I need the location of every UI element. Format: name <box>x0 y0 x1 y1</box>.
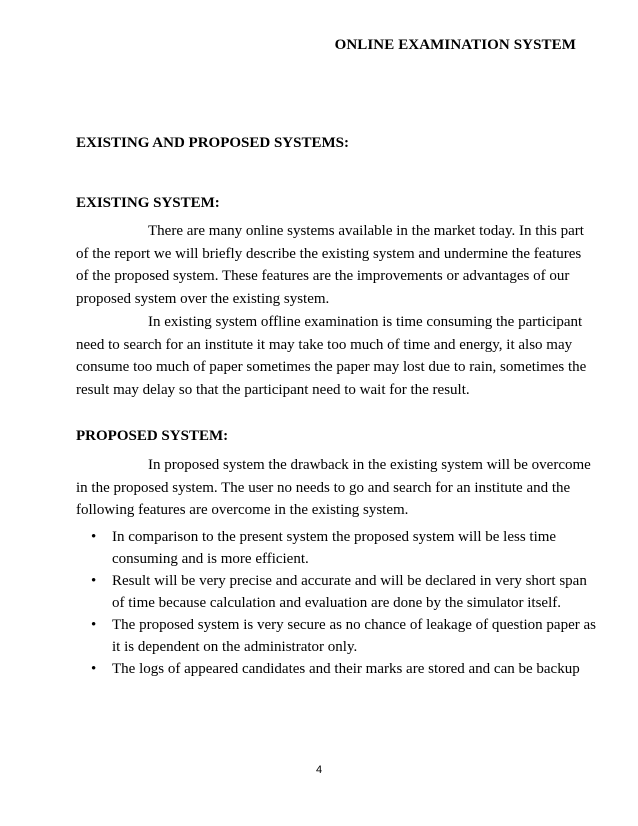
list-item-text: In comparison to the present system the proposed system will be less time consuming and is more efficient. <box>112 529 557 567</box>
bullet-icon: • <box>91 661 97 677</box>
list-item-text: The logs of appeared candidates and their marks are stored and can be backup <box>112 661 580 677</box>
page-number: 4 <box>315 764 323 776</box>
list-item <box>76 659 596 681</box>
bullet-icon: • <box>91 573 97 589</box>
list-item <box>76 571 596 614</box>
existing-paragraph-1 <box>76 220 592 310</box>
proposed-paragraph <box>76 454 592 522</box>
section-heading: EXISTING AND PROPOSED SYSTEMS: <box>76 135 349 151</box>
bullet-icon: • <box>91 529 97 545</box>
list-item <box>76 527 596 570</box>
feature-list <box>76 527 596 681</box>
list-item <box>76 615 596 658</box>
running-header: ONLINE EXAMINATION SYSTEM <box>334 37 576 53</box>
proposed-system-heading: PROPOSED SYSTEM: <box>76 428 229 444</box>
existing-paragraph-1-text: There are many online systems available in the market today. In this part of the report we will briefly describe the existing system and undermine the features of the proposed system. These features are the improvements or advantages of our proposed system over the existing system. <box>76 223 584 307</box>
existing-paragraph-2-text: In existing system offline examination is time consuming the participant need to search for an institute it may take too much of time and energy, it also may consume too much of paper sometimes the paper may lost due to rain, sometimes the result may delay so that the participant need to wait for the result. <box>76 314 587 398</box>
proposed-paragraph-text: In proposed system the drawback in the existing system will be overcome in the proposed system. The user no needs to go and search for an institute and the following features are overcome in the existing system. <box>76 457 591 518</box>
list-item-text: The proposed system is very secure as no chance of leakage of question paper as it is dependent on the administrator only. <box>112 617 596 655</box>
existing-paragraph-2 <box>76 311 592 401</box>
list-item-text: Result will be very precise and accurate and will be declared in very short span of time because calculation and evaluation are done by the simulator itself. <box>112 573 587 611</box>
bullet-icon: • <box>91 617 97 633</box>
existing-system-heading: EXISTING SYSTEM: <box>76 195 220 211</box>
